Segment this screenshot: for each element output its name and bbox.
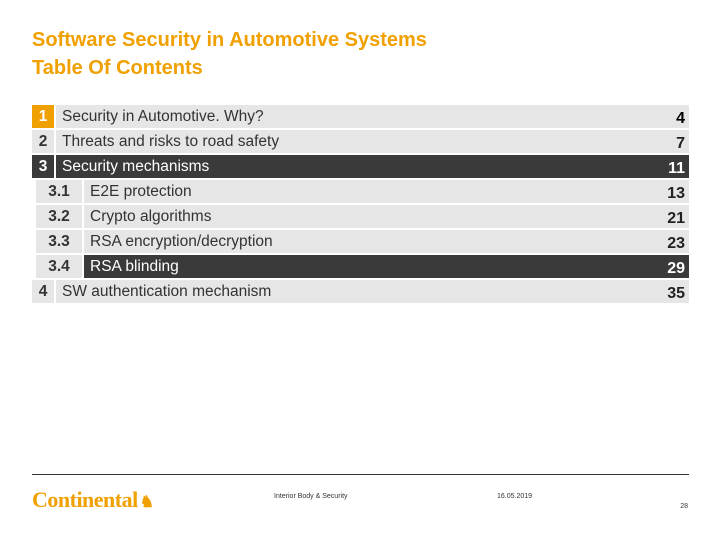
toc-item-number: 3.4	[36, 255, 82, 278]
toc-item-number: 3.3	[36, 230, 82, 253]
continental-logo	[32, 487, 154, 513]
brand-name: Continental	[32, 487, 138, 512]
toc-item-number: 4	[32, 280, 54, 303]
toc-item[interactable]	[32, 280, 689, 305]
toc-item-label: Crypto algorithms	[84, 205, 689, 228]
toc-item-label: RSA blinding	[84, 255, 689, 278]
toc-item-label: SW authentication mechanism	[56, 280, 689, 303]
toc-item-label: E2E protection	[84, 180, 689, 203]
title-line-1: Software Security in Automotive Systems	[32, 29, 427, 51]
toc-item-page: 4	[676, 110, 685, 127]
toc-subitem[interactable]	[32, 205, 689, 230]
toc-item-page: 35	[667, 285, 685, 302]
toc-item[interactable]	[32, 155, 689, 180]
toc-item-label: Security in Automotive. Why?	[56, 105, 689, 128]
toc-subitem[interactable]	[32, 180, 689, 205]
toc-item-number: 1	[32, 105, 54, 128]
toc-item-page: 23	[667, 235, 685, 252]
toc-item-label: Threats and risks to road safety	[56, 130, 689, 153]
toc-subitem[interactable]	[32, 230, 689, 255]
toc-item-page: 29	[667, 260, 685, 277]
toc-item-number: 3	[32, 155, 54, 178]
toc-item-label: RSA encryption/decryption	[84, 230, 689, 253]
toc-item-label: Security mechanisms	[56, 155, 689, 178]
toc-item-page: 21	[667, 210, 685, 227]
toc-item-page: 7	[676, 135, 685, 152]
table-of-contents	[32, 105, 689, 305]
footer-divider	[32, 474, 689, 475]
horse-icon: ♞	[139, 494, 154, 511]
footer-department: Interior Body & Security	[274, 493, 348, 500]
toc-item-number: 2	[32, 130, 54, 153]
toc-item[interactable]	[32, 105, 689, 130]
toc-item-number: 3.1	[36, 180, 82, 203]
toc-subitem[interactable]	[32, 255, 689, 280]
slide-page-number: 28	[680, 503, 688, 510]
toc-item-page: 13	[667, 185, 685, 202]
footer-date: 16.05.2019	[497, 493, 533, 500]
toc-item-number: 3.2	[36, 205, 82, 228]
toc-item[interactable]	[32, 130, 689, 155]
toc-item-page: 11	[668, 160, 685, 177]
slide-title	[32, 26, 427, 82]
title-line-2: Table Of Contents	[32, 57, 203, 79]
